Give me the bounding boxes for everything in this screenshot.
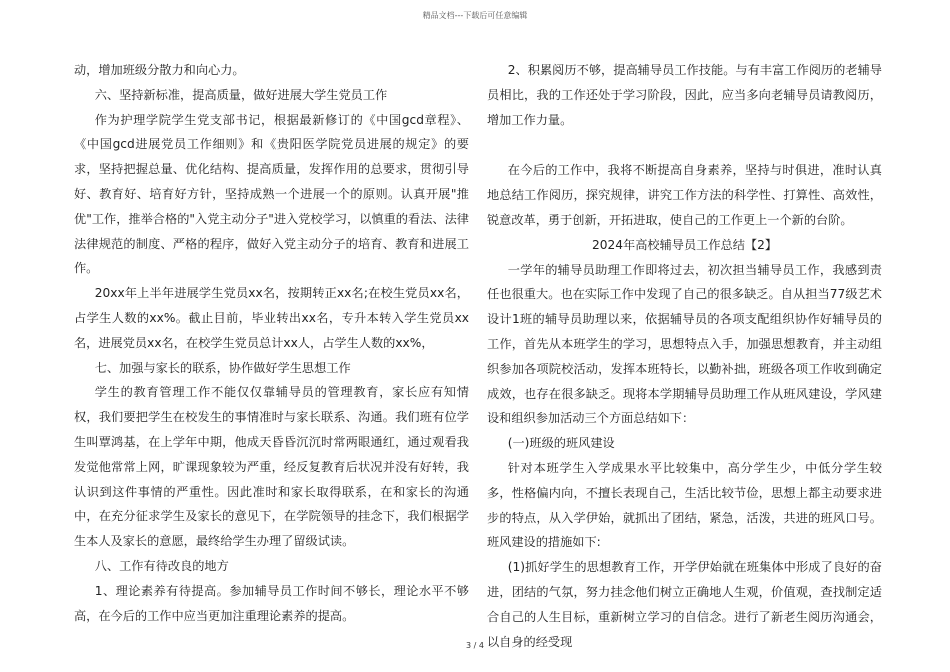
page-number: 3 / 4 [466, 641, 484, 650]
paragraph: 在今后的工作中，我将不断提高自身素养，坚持与时俱进，准时认真地总结工作阅历，探究规律，讲究工作方法的科学性、打算性、高效性，锐意改革，勇于创新，开拓进取，使自己的工作更上一个新的台阶。 [487, 163, 882, 227]
paragraph: 学生的教育管理工作不能仅仅靠辅导员的管理教育，家长应有知情权，我们要把学生在校发生的事情准时与家长联系、沟通。我们班有位学生叫覃鸿基，在上学年中期，他成天昏昏沉沉时常两眼通红，通过观看我发觉他常常上网，旷课现象较为严重，经反复教育后状况并没有好转，我认识到这件事情的严重性。因此准时和家长取得联系，在和家长的沟通中，在充分征求学生及家长的意见下，在学院领导的挂念下，我们根据学生本人及家长的意愿，最终给学生办理了留级试读。 [74, 385, 469, 549]
paragraph: 2、积累阅历不够，提高辅导员工作技能。与有丰富工作阅历的老辅导员相比，我的工作还处于学习阶段，因此，应当多向老辅导员请教阅历，增加工作力量。 [487, 63, 882, 127]
paragraph-gap [487, 132, 882, 158]
right-column [487, 58, 882, 654]
paragraph: 作为护理学院学生党支部书记，根据最新修订的《中国gcd章程》、《中国gcd进展党员工作细则》和《贵阳医学院党员进展的规定》的要求，坚持把握总量、优化结构、提高质量，发挥作用的总要求，贯彻引导好、教育好、培育好方针，坚持成熟一个进展一个的原则。认真开展"推优"工作，推举合格的"入党主动分子"进入党校学习，以慎重的看法、法律法律规范的制度、严格的程序，做好入党主动分子的培育、教育和进展工作。 [74, 112, 469, 276]
paragraph: 动，增加班级分散力和向心力。 [74, 63, 245, 77]
left-column [74, 58, 469, 628]
section-heading: 七、加强与家长的联系，协作做好学生思想工作 [94, 360, 351, 375]
section-heading: (一)班级的班风建设 [507, 436, 615, 451]
paragraph: (1)抓好学生的思想教育工作，开学伊始就在班集体中形成了良好的奋进，团结的气氛，努力挂念他们树立正确地人生观，价值观，查找制定适合自己的人生目标，重新树立学习的自信念。进行了新老生阅历沟通会，以自身的经受现 [487, 560, 882, 649]
article-title: 2024年高校辅导员工作总结【2】 [591, 237, 778, 252]
page-header: 精品文档---下载后可任意编辑 [422, 11, 528, 20]
paragraph: 20xx年上半年进展学生党员xx名，按期转正xx名;在校生党员xx名，占学生人数的xx%。截止目前，毕业转出xx名，专升本转入学生党员xx名，进展党员xx名，在校学生党员总计xx人，占学生人数的xx%， [74, 286, 469, 350]
section-heading: 六、坚持新标准，提高质量，做好进展大学生党员工作 [94, 87, 388, 102]
paragraph: 1、理论素养有待提高。参加辅导员工作时间不够长，理论水平不够高，在今后的工作中应当更加注重理论素养的提高。 [74, 583, 469, 623]
paragraph: 针对本班学生入学成果水平比较集中，高分学生少，中低分学生较多，性格偏内向，不擅长表现自己，生活比较节俭，思想上都主动要求进步的特点，从入学伊始，就抓出了团结，紧急，活泼，共进的班风口号。班风建设的措施如下: [487, 460, 882, 550]
section-heading: 八、工作有待改良的地方 [94, 558, 229, 573]
paragraph: 一学年的辅导员助理工作即将过去，初次担当辅导员工作，我感到责任也很重大。也在实际工作中发现了自己的很多缺乏。自从担当77级艺术设计1班的辅导员助理以来，依据辅导员的各项支配组织协作好辅导员的工作，首先从本班学生的学习，思想特点入手，加强思想教育，并主动组织参加各项院校活动，发挥本班特长，以勤补拙，班级各项工作收到确定成效，也存在很多缺乏。现将本学期辅导员助理工作从班风建设，学风建设和组织参加活动三个方面总结如下： [487, 262, 882, 426]
